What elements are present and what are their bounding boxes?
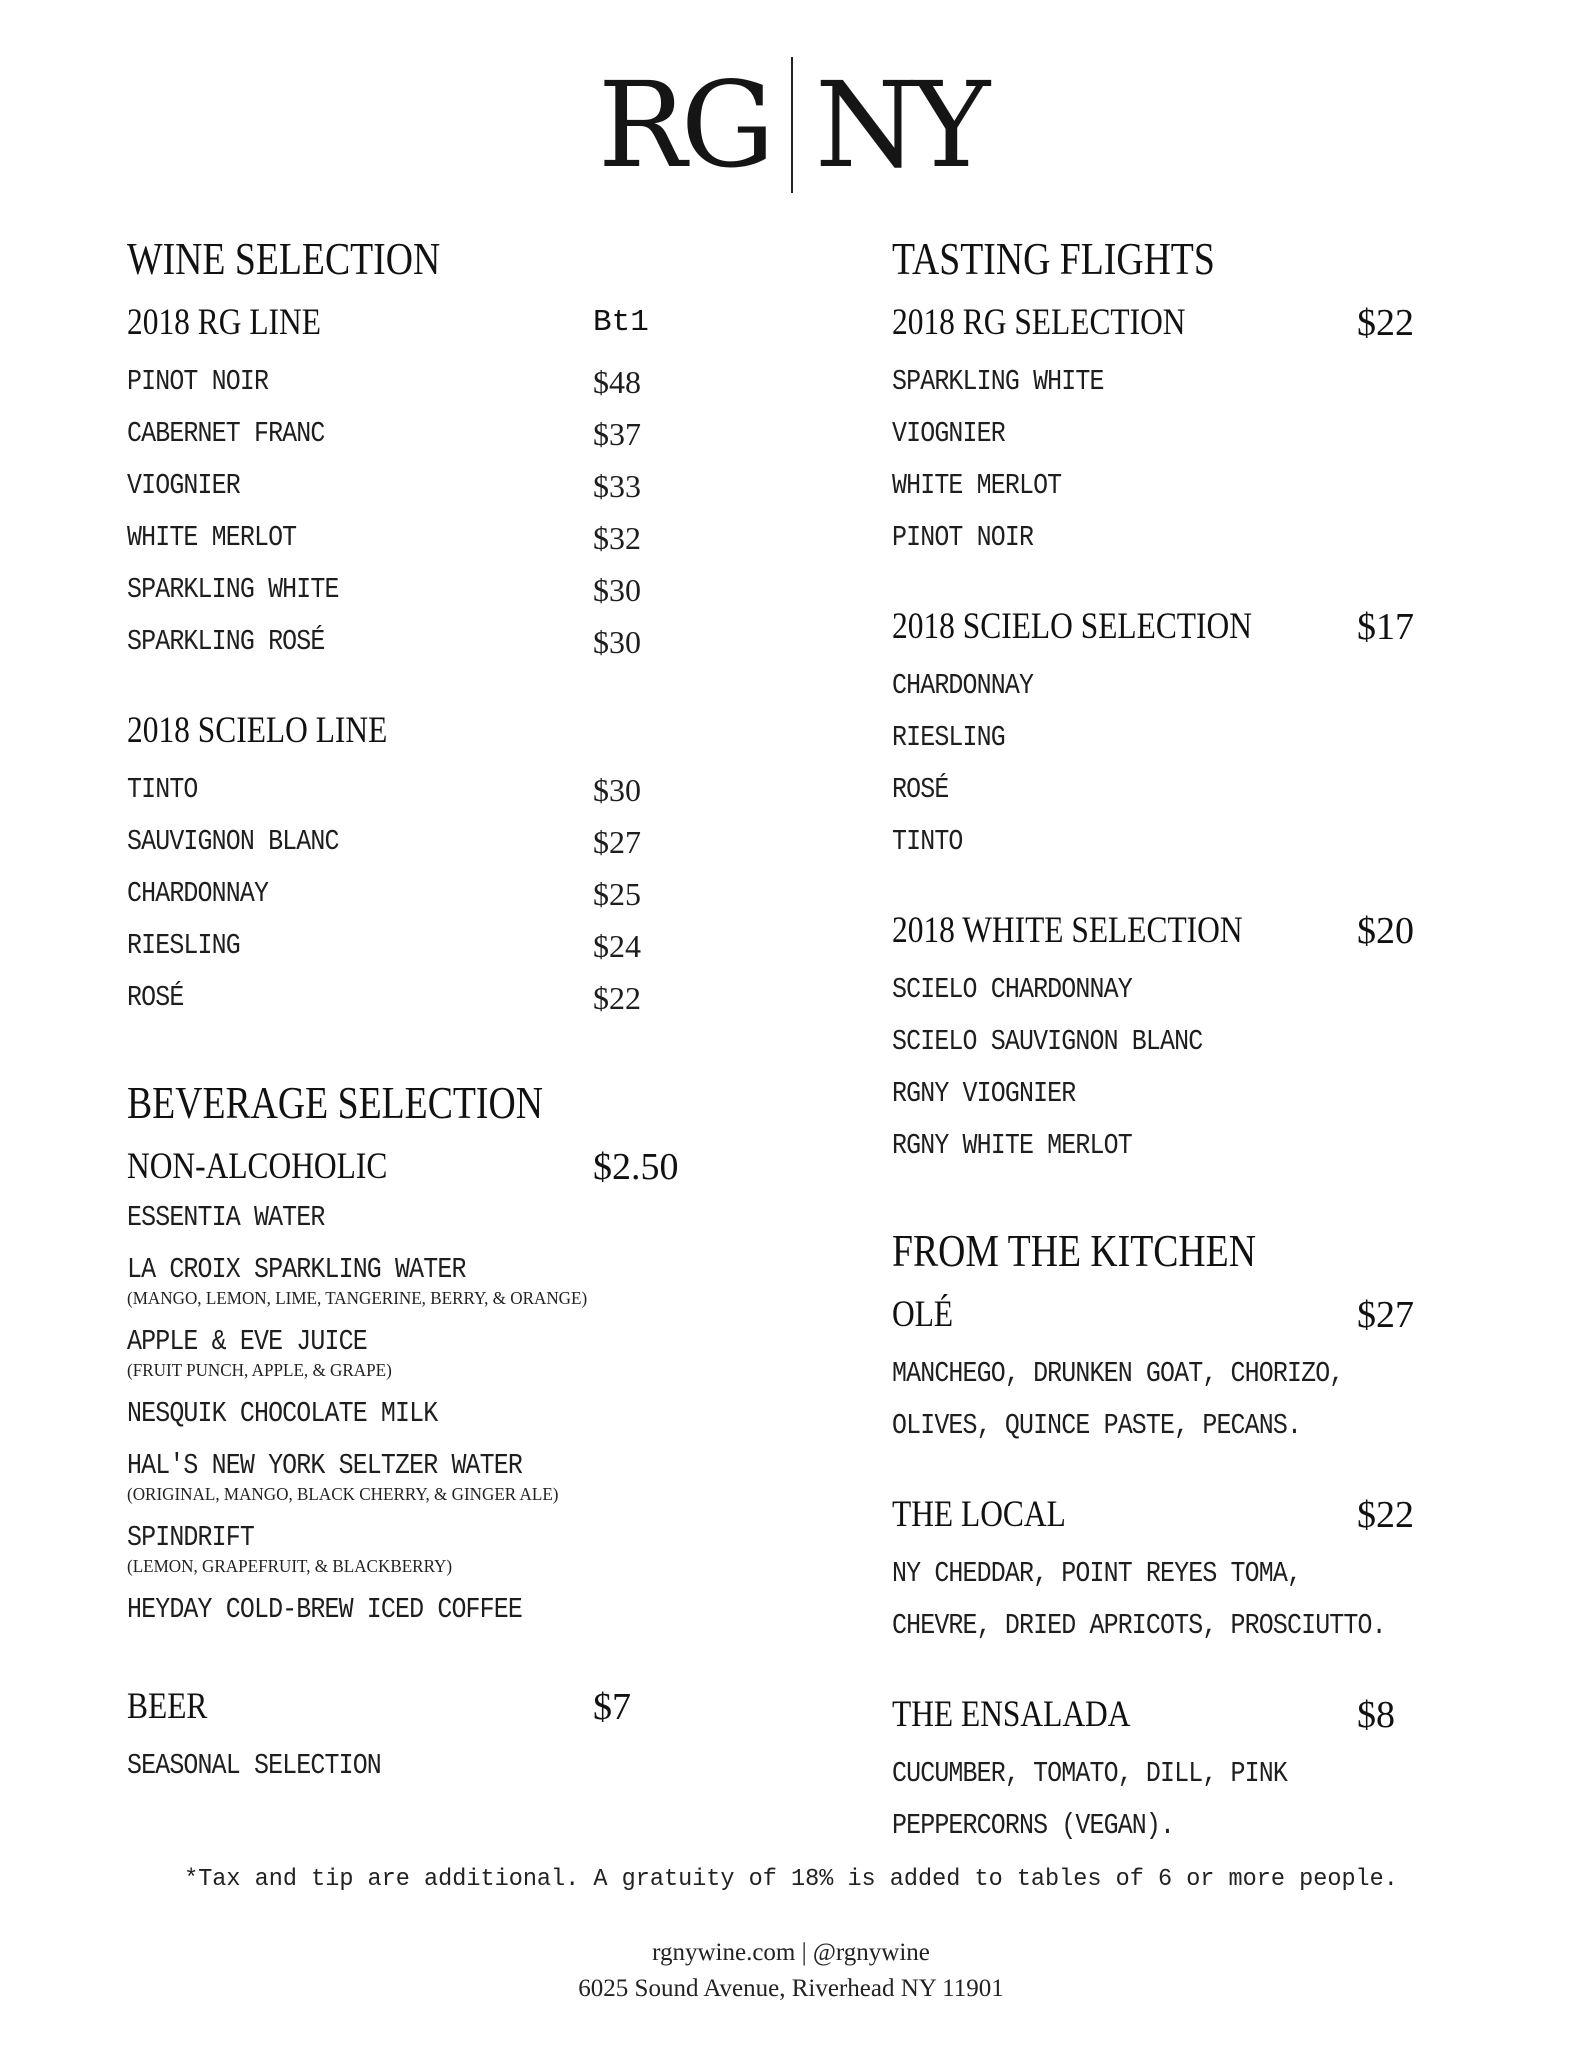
- beverage-flavors: (LEMON, GRAPEFRUIT, & BLACKBERRY): [127, 1556, 453, 1576]
- wine-selection-heading: WINE SELECTION: [127, 233, 441, 284]
- from-the-kitchen-heading: FROM THE KITCHEN: [892, 1225, 1256, 1276]
- beverage-name: NESQUIK CHOCOLATE MILK: [127, 1397, 438, 1430]
- item-name: RGNY VIOGNIER: [892, 1077, 1076, 1110]
- beverage-name: APPLE & EVE JUICE: [127, 1325, 367, 1358]
- item-name: SAUVIGNON BLANC: [127, 825, 339, 858]
- beverage-name: LA CROIX SPARKLING WATER: [127, 1253, 466, 1286]
- item-name: ROSÉ: [127, 981, 184, 1014]
- non-alcoholic-price: $2.50: [593, 1146, 679, 1188]
- flight-item: [892, 408, 1452, 460]
- rg-line-title: 2018 RG LINE: [127, 302, 321, 343]
- beer-header: [127, 1674, 767, 1740]
- beverage-name: HAL'S NEW YORK SELTZER WATER: [127, 1449, 522, 1482]
- scielo-selection-header: [892, 594, 1452, 660]
- flight-item: [892, 460, 1452, 512]
- item-price: $25: [593, 876, 641, 912]
- rg-selection-price: $22: [1357, 302, 1414, 344]
- tax-tip-footnote: *Tax and tip are additional. A gratuity of 18% is added to tables of 6 or more people.: [184, 1866, 1398, 1893]
- item-name: WHITE MERLOT: [127, 521, 297, 554]
- item-name: TINTO: [892, 825, 963, 858]
- logo-ny: NY: [814, 56, 985, 194]
- item-price: $33: [593, 468, 641, 504]
- ole-header: [892, 1282, 1452, 1348]
- item-name: VIOGNIER: [892, 417, 1005, 450]
- ole-description-line: MANCHEGO, DRUNKEN GOAT, CHORIZO,: [892, 1357, 1344, 1390]
- ensalada-description-line: CUCUMBER, TOMATO, DILL, PINK: [892, 1757, 1287, 1790]
- menu-item: [127, 564, 767, 616]
- local-price: $22: [1357, 1494, 1414, 1536]
- item-name: TINTO: [127, 773, 198, 806]
- menu-item: [127, 816, 767, 868]
- website-and-handle: rgnywine.com | @rgnywine: [652, 1939, 930, 1966]
- item-name: RIESLING: [127, 929, 240, 962]
- menu-item: [127, 972, 767, 1024]
- local-title: THE LOCAL: [892, 1494, 1066, 1535]
- item-name: SPARKLING WHITE: [127, 573, 339, 606]
- ensalada-price: $8: [1357, 1694, 1395, 1736]
- item-name: PINOT NOIR: [892, 521, 1034, 554]
- scielo-selection-price: $17: [1357, 606, 1414, 648]
- item-name: ROSÉ: [892, 773, 949, 806]
- item-name: SCIELO CHARDONNAY: [892, 973, 1132, 1006]
- item-price: $30: [593, 572, 641, 608]
- left-column: [127, 228, 767, 1792]
- item-name: VIOGNIER: [127, 469, 240, 502]
- contact-footer: [0, 1935, 1582, 2007]
- bottle-price-header: Bt1: [593, 305, 649, 340]
- item-price: $24: [593, 928, 641, 964]
- flight-item: [892, 660, 1452, 712]
- rg-selection-title: 2018 RG SELECTION: [892, 302, 1186, 343]
- beverage-item: [127, 1448, 767, 1504]
- white-selection-title: 2018 WHITE SELECTION: [892, 910, 1243, 951]
- item-price: $48: [593, 364, 641, 400]
- beverage-flavors: (FRUIT PUNCH, APPLE, & GRAPE): [127, 1360, 392, 1380]
- address: 6025 Sound Avenue, Riverhead NY 11901: [578, 1975, 1004, 2002]
- item-price: $30: [593, 624, 641, 660]
- flight-item: [892, 356, 1452, 408]
- item-price: $30: [593, 772, 641, 808]
- ole-price: $27: [1357, 1294, 1414, 1336]
- non-alcoholic-header: [127, 1134, 767, 1200]
- item-name: PINOT NOIR: [127, 365, 269, 398]
- menu-item: [127, 356, 767, 408]
- beverage-item: [127, 1396, 767, 1432]
- beer-description: SEASONAL SELECTION: [127, 1749, 381, 1782]
- logo: [0, 55, 1582, 195]
- item-name: SCIELO SAUVIGNON BLANC: [892, 1025, 1203, 1058]
- tasting-flights-heading: TASTING FLIGHTS: [892, 233, 1215, 284]
- flight-item: [892, 712, 1452, 764]
- beverage-item: [127, 1252, 767, 1308]
- rg-line-header: [127, 290, 767, 356]
- beverage-item: [127, 1324, 767, 1380]
- menu-item: [127, 764, 767, 816]
- ole-title: OLÉ: [892, 1294, 954, 1335]
- item-name: SPARKLING WHITE: [892, 365, 1104, 398]
- right-column: [892, 228, 1452, 1852]
- item-price: $32: [593, 520, 641, 556]
- menu-item: [127, 920, 767, 972]
- local-header: [892, 1482, 1452, 1548]
- rg-selection-header: [892, 290, 1452, 356]
- beverage-name: HEYDAY COLD-BREW ICED COFFEE: [127, 1593, 522, 1626]
- item-name: SPARKLING ROSÉ: [127, 625, 325, 658]
- ensalada-header: [892, 1682, 1452, 1748]
- item-price: $27: [593, 824, 641, 860]
- item-name: RGNY WHITE MERLOT: [892, 1129, 1132, 1162]
- flight-item: [892, 1016, 1452, 1068]
- beer-price: $7: [593, 1686, 631, 1728]
- menu-item: [127, 460, 767, 512]
- beverage-name: SPINDRIFT: [127, 1521, 254, 1554]
- scielo-line-header: [127, 698, 767, 764]
- menu-item: [127, 868, 767, 920]
- scielo-line-title: 2018 SCIELO LINE: [127, 710, 388, 751]
- item-name: CHARDONNAY: [892, 669, 1034, 702]
- ensalada-title: THE ENSALADA: [892, 1694, 1131, 1735]
- flight-item: [892, 964, 1452, 1016]
- white-selection-header: [892, 898, 1452, 964]
- beverage-item: [127, 1200, 767, 1236]
- logo-divider: [791, 57, 793, 193]
- flight-item: [892, 816, 1452, 868]
- ensalada-description-line: PEPPERCORNS (VEGAN).: [892, 1809, 1175, 1842]
- beverage-flavors: (ORIGINAL, MANGO, BLACK CHERRY, & GINGER ALE): [127, 1484, 559, 1504]
- item-name: CHARDONNAY: [127, 877, 269, 910]
- beer-title: BEER: [127, 1686, 208, 1727]
- ole-description-line: OLIVES, QUINCE PASTE, PECANS.: [892, 1409, 1302, 1442]
- beverage-selection-heading: BEVERAGE SELECTION: [127, 1077, 543, 1128]
- flight-item: [892, 1068, 1452, 1120]
- local-description-line: CHEVRE, DRIED APRICOTS, PROSCIUTTO.: [892, 1609, 1386, 1642]
- beverage-flavors: (MANGO, LEMON, LIME, TANGERINE, BERRY, & ORANGE): [127, 1288, 588, 1308]
- beverage-item: [127, 1592, 767, 1628]
- item-name: RIESLING: [892, 721, 1005, 754]
- menu-item: [127, 616, 767, 668]
- local-description-line: NY CHEDDAR, POINT REYES TOMA,: [892, 1557, 1302, 1590]
- scielo-selection-title: 2018 SCIELO SELECTION: [892, 606, 1252, 647]
- item-name: WHITE MERLOT: [892, 469, 1062, 502]
- menu-item: [127, 512, 767, 564]
- non-alcoholic-title: NON-ALCOHOLIC: [127, 1146, 388, 1187]
- flight-item: [892, 1120, 1452, 1172]
- item-name: CABERNET FRANC: [127, 417, 325, 450]
- white-selection-price: $20: [1357, 910, 1414, 952]
- beverage-name: ESSENTIA WATER: [127, 1201, 325, 1234]
- menu-item: [127, 408, 767, 460]
- beverage-item: [127, 1520, 767, 1576]
- flight-item: [892, 512, 1452, 564]
- flight-item: [892, 764, 1452, 816]
- item-price: $37: [593, 416, 641, 452]
- item-price: $22: [593, 980, 641, 1016]
- logo-rg: RG: [597, 56, 769, 194]
